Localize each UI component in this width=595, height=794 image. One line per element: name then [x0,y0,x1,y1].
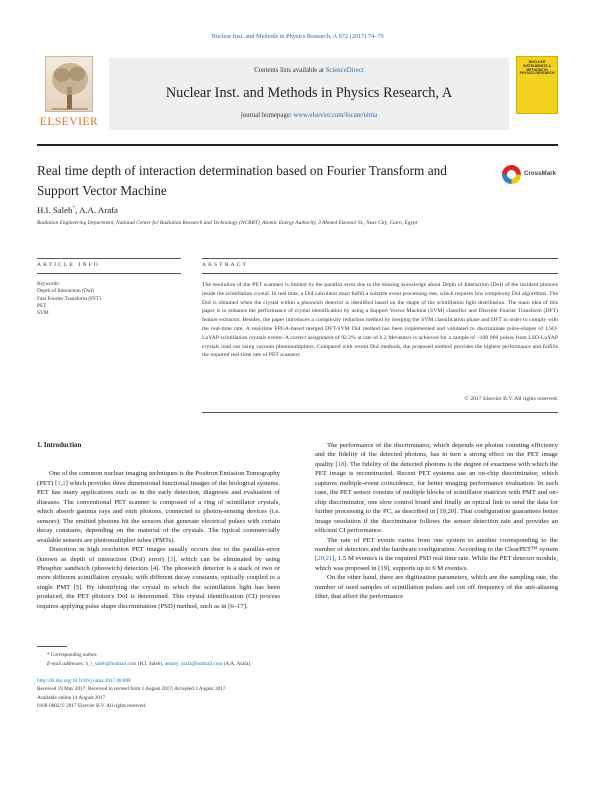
crossmark-icon [502,165,521,184]
body-paragraph [37,545,280,611]
abstract-rule [202,258,558,259]
section-heading-introduction: 1. Introduction [37,442,82,449]
reference-link[interactable]: 20,21 [317,555,333,563]
elsevier-logo[interactable] [37,52,101,136]
article-title: Real time depth of interaction determination based on Fourier Transform and Support Vector Machine [37,163,447,198]
received-dates: Received 19 May 2017; Received in revised form 1 August 2017; Accepted 3 August 2017 [37,686,226,693]
homepage-link[interactable]: www.elsevier.com/locate/nima [293,112,378,119]
available-online-date: Available online 14 August 2017 [37,694,106,701]
email-owner: (A.A. Arafa). [222,660,252,667]
doi-link[interactable]: http://dx.doi.org/10.1016/j.nima.2017.08.008 [37,678,131,684]
journal-header [37,52,558,139]
reference-link[interactable]: 1,2 [57,479,66,487]
paragraph-text: ], which can be eliminated by using Phosphor sandwich (phoswich) detectors [4]. The phoswich detector is a stack of two or more different scintillation crystals; with different decay constants, optically coupled to a single PMT [5]. By identifying the crystal in which the scintillation light has been produced, the PET photon's DoI is determined. This crystal identification (CI) process requires applying pulse shape discrimination (PSD) method, such as in [6–17]. [37,555,280,610]
abstract-rule [202,273,558,274]
homepage-prefix: journal homepage: [240,112,294,119]
journal-citation[interactable]: Nuclear Inst. and Methods in Physics Research, A 872 (2017) 74–79 [211,33,384,40]
email-link[interactable]: h_i_saleh@hotmail.com [85,660,137,667]
abstract-text: The resolution of the PET scanners is limited by the parallax error due to the missing knowledge about Depth of Interaction (DoI) of the incident photons inside the scintillation crystal. In real time, a DoI calculator must fulfill a suitable event processing rate, which requires low complexity DoI algorithms. The DoI is obtained when the crystal within a phoswich detector is identified based on the shape of the scintillation light distribution. The main idea of this paper is to enhance the performance of crystal identification by using a Support Vector Machine (SVM) classifier and Discrete Fourier Transform (DFT) feature extractor. Besides, the paper introduces a complexity reduction method by merging the SVM classification phase and DFT in order to comply with the real-time rate. A real-time FPGA-based merged DFT-SVM DoI method has been implemented and validated to discriminate pulse-shapes of LSO-LuYAP scintillation crystals events. A correct assignment of 92.2% at rate of 6.2 Mevents/s is achieved for a sample of ~100 000 pulses from LSO-LuYAP crystals read out using vacuum photomultipliers. Compared with recent DoI methods, the proposed method provides the highest performance and fulfills the required real-time rate of PET scanners [202,282,558,359]
sciencedirect-link[interactable]: ScienceDirect [325,67,364,74]
keyword-item[interactable]: Depth of Interaction (DoI) [37,288,95,295]
paragraph-text: ]. The fidelity of the detected photons is the degree of exactness with which the PET image is reconstructed. Recent PET systems use an on-chip discriminator, which captures multiple-event coincidence, for better imaging performance evaluation. In such case, the PET sensor consists of multiple blocks of scintillator matrices with PMT and on-chip discriminator, one slow control board and finally an optical link to send the data for further processing to the PC, as described in [19,20]. That configuration guarantees better image resolution if the discriminator follows the sensor detection rate and provides an efficient CI performance. [315,460,558,535]
abstract-heading: ABSTRACT [202,262,249,268]
reference-link[interactable]: 3 [169,555,174,563]
author-name[interactable]: A.A. Arafa [79,205,118,215]
article-info-rule [37,273,181,274]
author-list [37,205,118,215]
keyword-item[interactable]: Fast Fourier Transform (FFT) [37,295,102,302]
keywords-label: Keywords: [37,281,61,287]
abstract-end-rule [202,412,558,413]
paragraph-text: One of the common nuclear imaging techniques is the Positron Emission Tomography (PET) [ [37,470,280,487]
author-affiliation: Radiation Engineering Department, National Center for Radiation Research and Technology (NCRRT), Atomic Energy Authority, 3 Ahmed Elzomor St., Nasr City, Cairo, Egypt [37,220,418,226]
body-column-right [315,441,558,602]
author-separator: , [75,205,80,215]
footnotes [37,651,437,668]
corresponding-author-note: * Corresponding author. [47,652,98,658]
body-paragraph [315,441,558,536]
email-note [37,660,437,669]
reference-link[interactable]: 18 [337,460,345,468]
elsevier-tree-icon [45,56,93,112]
footnote-divider [37,646,67,647]
paragraph-text: The performance of the discriminator, which depends on photon counting efficiency and the fidelity of the detected photons, has in turn a strong effect on the PET image quality [ [315,442,558,468]
contents-prefix: Contents lists available at [254,67,326,74]
crossmark-label: CrossMark [524,170,556,177]
paragraph-text: ] which provides three dimensional functional images of the biological systems. PET has many applications such as in the early detection, diagnosis and evaluation of diseases. The conventional PET scanner is composed of a ring of scintillator crystals, which absorb gamma rays and emit photons, connected to photon-sensing devices (i.e. sensors). The emitted photons hit the sensors that generate electrical pulses with certain decay constants, depending on the material of the crystals. The typical commercially available sensors are photomultiplier tubes (PMTs). [37,479,281,544]
publisher-name: ELSEVIER [39,116,99,128]
email-label: E-mail addresses: [47,660,86,667]
body-paragraph [37,469,280,545]
publication-info [37,677,437,711]
article-info-rule [37,258,181,259]
corresponding-author-mark[interactable]: * [72,205,76,212]
contents-line [109,67,509,74]
paragraph-text: Distortion in high resolution PET images usually occurs due to the parallax-error (known as depth of interaction (DoI) error) [ [37,546,280,563]
paragraph-text: ], 1.5 M events/s is the required PSD real time rate. While the PET detector module, which was proposed in [19], supports up to 6 M events/s. [315,555,558,572]
journal-cover-image[interactable]: NUCLEAR INSTRUMENTS & METHODS IN PHYSICS RESEARCH [516,56,558,114]
keyword-item[interactable]: PET [37,302,47,309]
article-info-heading: ARTICLE INFO [37,262,100,268]
crossmark-badge[interactable] [502,165,558,185]
author-name[interactable]: H.I. Saleh [37,205,73,215]
email-link[interactable]: amany_arafa@hotmail.com [164,660,223,667]
keywords-block [37,281,167,317]
paragraph-text: The rate of PET events varies from one system to another corresponding to the number of detectors and the hardware configuration. According to the ClearPET™ system [ [315,536,558,563]
journal-title: Nuclear Inst. and Methods in Physics Research, A [165,85,453,101]
keyword-item[interactable]: SVM [37,310,49,317]
paragraph-text: On the other hand, there are digitization parameters, which are the sampling rate, the number of used samples of scintillation pulses and cut off frequency of the anti-aliasing filter, that affect the performance [315,574,558,601]
homepage-line [109,112,509,119]
footnote-text: Corresponding author. [50,652,98,658]
body-column-left [37,441,280,611]
journal-banner [109,58,509,130]
header-divider [37,144,558,146]
email-owner: (H.I. Saleh), [136,660,165,667]
body-paragraph [315,573,558,601]
issn-line: 0168-9002/© 2017 Elsevier B.V. All rights reserved. [37,703,147,710]
body-paragraph [315,536,558,574]
abstract-copyright: © 2017 Elsevier B.V. All rights reserved. [464,396,558,402]
